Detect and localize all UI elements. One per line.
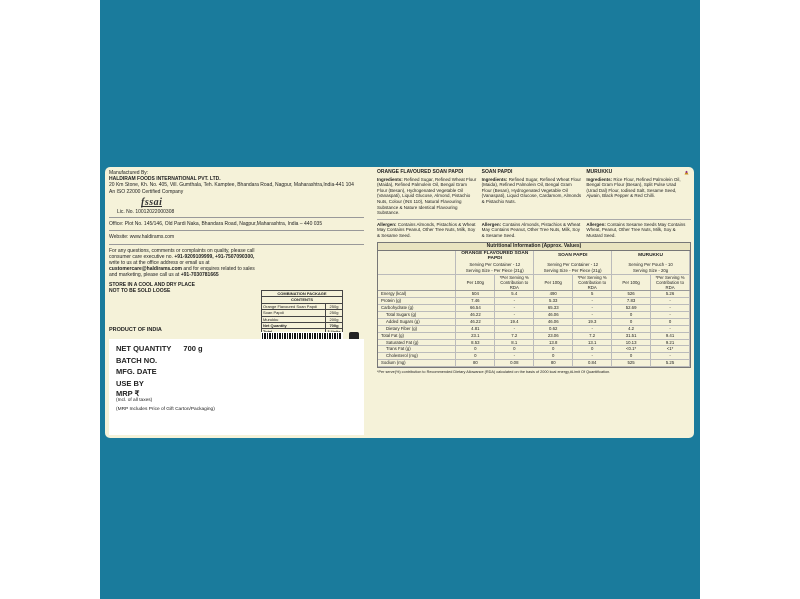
use-by: USE BY [116, 378, 144, 388]
product-details [377, 170, 691, 375]
nutrient-value: 5.25 [651, 360, 690, 367]
nutrient-value: 0 [651, 318, 690, 325]
allergen-orange-soan-papdi: Allergen: Contains Almonds, Pistachios & Wheat May Contains Peanut, Other Tree Nuts, Milk, Soy & Sesame Seed. [377, 221, 476, 238]
nutrient-value: 5.33 [534, 298, 573, 305]
combination-title: COMBINATION PACKAGE [277, 291, 327, 296]
ingredients-murukku: MURUKKU Ingredients: Rice Flour, Refined Palmolein Oil, Bengal Gram Flour (Besan), Split Pulse Urad (Urad Dal) Flour, Iodised Salt, Sesame Seed, Ajwain, Black Pepper & Red Chilli. [586, 169, 681, 199]
nutrient-name: Saturated Fat (g) [378, 339, 456, 346]
nutrient-value: - [651, 325, 690, 332]
fssai-logo: fssai [141, 196, 163, 208]
table-row: Orange Flavoured Soan Papdi 250g [262, 303, 342, 309]
nutrient-name: Total Fat (g) [378, 332, 456, 339]
nutrient-value: 0 [612, 311, 651, 318]
nutrient-value: 52.69 [612, 304, 651, 311]
not-loose-notice: NOT TO BE SOLD LOOSE [109, 287, 171, 294]
nutrient-value: 13.1 [573, 339, 612, 346]
table-row: Net Quantity 700g [262, 322, 342, 328]
storage-instruction: STORE IN A COOL AND DRY PLACE [109, 281, 195, 288]
nutrient-value: - [573, 304, 612, 311]
product-header: ORANGE FLAVOURED SOAN PAPDI [456, 251, 534, 263]
nutrient-value: 4.81 [456, 325, 495, 332]
nutrient-value: 13.8 [534, 339, 573, 346]
nutrient-value: 19.3 [573, 318, 612, 325]
nutrient-value: 31.51 [612, 332, 651, 339]
nutrient-value: 23.06 [534, 332, 573, 339]
nutrient-value: 7.2 [573, 332, 612, 339]
table-row: Murukku 200g [262, 316, 342, 322]
nutrition-footnote: *Per serve(%) contribution to Recommended Dietary Allowance (RDA) calculated on the basis of 2000 kcal energy,#Limit Of Quantification. [377, 370, 611, 375]
nutrient-value: - [573, 298, 612, 305]
nutrient-value: 46.06 [534, 318, 573, 325]
license-number: Lic. No. 10012022000308 [117, 209, 175, 216]
nutrient-value: 0 [456, 353, 495, 360]
nutrient-value: 504 [456, 291, 495, 298]
nutrient-value: - [495, 353, 534, 360]
nutrient-name: Carbohydrate (g) [378, 304, 456, 311]
nutrient-name: Sodium (mg) [378, 360, 456, 367]
nutrient-value: - [573, 325, 612, 332]
nutrient-value: 8.1 [495, 339, 534, 346]
nutrient-value: 0 [573, 346, 612, 353]
divider [109, 230, 364, 231]
nutrient-value: 0.62 [534, 325, 573, 332]
nutrient-value: 80 [534, 360, 573, 367]
product-header-row [378, 251, 690, 263]
nutrient-value: 5 [573, 291, 612, 298]
nutrient-value: 7.46 [456, 298, 495, 305]
nutrient-value: - [495, 311, 534, 318]
company-name: HALDIRAM FOODS INTERNATIONAL PVT. LTD. [109, 176, 221, 183]
nutrient-name: Added Sugars (g) [378, 318, 456, 325]
company-address: 20 Km Stone, Kh. No. 405, Vill. Gumthala, Teh. Kamptee, Bhandara Road, Nagpur, Maharashtra,India-441 104 [109, 182, 354, 189]
non-veg-symbol-icon [684, 170, 689, 175]
table-row [378, 318, 690, 325]
nutrient-value: 0 [534, 353, 573, 360]
ingredients-section [377, 170, 691, 216]
nutrient-value: - [495, 304, 534, 311]
allergen-section [377, 219, 691, 239]
nutrient-value: 9.21 [651, 339, 690, 346]
nutrition-title: Nutritional Information (Approx. Values) [378, 243, 690, 251]
table-row [378, 332, 690, 339]
nutrient-value: - [573, 353, 612, 360]
table-row [378, 298, 690, 305]
nutrient-value: 7.83 [612, 298, 651, 305]
nutrient-value: 4.2 [612, 325, 651, 332]
combination-header: CONTENTS [262, 296, 342, 302]
nutrient-name: Energy (kcal) [378, 291, 456, 298]
nutrient-value: 526 [612, 291, 651, 298]
table-row [378, 360, 690, 367]
mrp: MRP ₹ [116, 389, 140, 398]
nutrient-value: 5.4 [495, 291, 534, 298]
column-header-row: Per 100g *Per Serving % Contribution to RDA Per 100g *Per Serving % Contribution to RDA Per 100g *Per Serving % Contribution to RDA [378, 275, 690, 291]
info-panel [105, 167, 694, 438]
table-row [378, 339, 690, 346]
office-address: Office: Plot No. 145/146, Old Pardi Naka, Bhandara Road, Nagpur,Maharashtra, India – 440 035 [109, 221, 323, 228]
nutrient-value: 65.33 [534, 304, 573, 311]
mrp-note: (Incl. of all taxes) [116, 398, 153, 403]
nutrient-value: 46.22 [456, 318, 495, 325]
nutrient-value: 0 [456, 346, 495, 353]
batch-number: BATCH NO. [116, 355, 158, 365]
consumer-care-text: For any questions, comments or complaints on quality, please call consumer care executive no. +91-9209109999, +91-7507090300, write to us at the office address or email us at customercare@haldirams.com and for enquires related to sales and marketing, please call us at +91-7030781665 [109, 247, 255, 279]
ingredients-soan-papdi: SOAN PAPDI Ingredients: Refined Sugar, Refined Wheat Flour (Maida), Refined Palmolein Oil, Bengal Gram Flour (Besan), Hydrogenated Vegetable Oil (Vanaspati), Liquid Glucose, Cardamom, Almonds & Pistachio Nuts. [481, 169, 582, 204]
table-row [378, 291, 690, 298]
nutrient-value: 46.06 [534, 311, 573, 318]
pack-details-box [109, 339, 364, 435]
nutrient-value: 490 [534, 291, 573, 298]
nutrient-value: 0 [612, 318, 651, 325]
nutrient-value: 0.84 [573, 360, 612, 367]
nutrient-value: 525 [612, 360, 651, 367]
nutrient-value: - [495, 325, 534, 332]
nutrient-value: 9.41 [651, 332, 690, 339]
table-row [378, 353, 690, 360]
net-quantity: NET QUANTITY 700 g [116, 344, 203, 353]
nutrition-table [377, 242, 691, 369]
nutrient-value: 0 [612, 353, 651, 360]
combination-package-table [261, 290, 343, 336]
nutrient-name: Total Sugars (g) [378, 311, 456, 318]
mfg-date: MFG. DATE [116, 367, 157, 376]
product-header: SOAN PAPDI [534, 251, 612, 263]
table-row [378, 311, 690, 318]
nutrient-value: 0.08 [495, 360, 534, 367]
serving-row: Serving Per Container - 12 Serving Size - Per Piece (21g) Serving Per Container - 12 Serving Size - Per Piece (21g) Serving Per Pouch - 10 Serving Size - 20g [378, 262, 690, 274]
nutrient-value: 0 [495, 346, 534, 353]
product-header: MURUKKU [612, 251, 690, 263]
nutrient-name: Dietary Fiber (g) [378, 325, 456, 332]
divider [109, 217, 364, 218]
nutrient-value: 10.13 [612, 339, 651, 346]
nutrient-value: - [495, 298, 534, 305]
nutrient-value: 19.4 [495, 318, 534, 325]
table-row [378, 325, 690, 332]
table-row: Soan Papdi 250g [262, 309, 342, 315]
nutrient-value: <1* [651, 346, 690, 353]
nutrient-value: - [651, 304, 690, 311]
nutrient-value: 66.54 [456, 304, 495, 311]
nutrient-value: 80 [456, 360, 495, 367]
allergen-soan-papdi: Allergen: Contains Almonds, Pistachios & Wheat May Contains Peanut, Other Tree Nuts, Milk, Soy & Sesame Seed. [481, 221, 581, 238]
nutrient-value: 8.53 [456, 339, 495, 346]
table-row [378, 304, 690, 311]
nutrient-value: - [651, 298, 690, 305]
mrp-includes-note: (MRP Includes Price of Gift Carton/Packaging) [116, 406, 215, 412]
nutrient-value: 7.2 [495, 332, 534, 339]
nutrient-value: 5.26 [651, 291, 690, 298]
nutrient-name: Protein (g) [378, 298, 456, 305]
allergen-murukku: Allergen: Contains Sesame Seeds May Contains Wheat, Peanut, Other Tree Nuts, Milk, Soy & Mustard Seed. [586, 221, 686, 238]
nutrient-value: - [573, 311, 612, 318]
nutrient-name: Trans Fat (g) [378, 346, 456, 353]
nutrient-value: <0.1* [612, 346, 651, 353]
nutrient-value: 23.1 [456, 332, 495, 339]
table-row [378, 346, 690, 353]
nutrient-value: 0 [534, 346, 573, 353]
nutrient-value: 46.22 [456, 311, 495, 318]
nutrient-value: - [651, 311, 690, 318]
nutrient-value: - [651, 353, 690, 360]
manufactured-by-label: Manufactured By: [109, 170, 149, 176]
nutrient-name: Cholesterol (mg) [378, 353, 456, 360]
ingredients-orange-soan-papdi: ORANGE FLAVOURED SOAN PAPDI Ingredients: Refined Sugar, Refined Wheat Flour (Maida), Refined Palmolein Oil, Bengal Gram Flour (Besan), Hydrogenated Vegetable Oil (Vanaspati), Liquid Glucose, Almond, Pistachio Nuts, Colour (INS 110), Natural Flavouring Substance & Nature Identical Flavouring Substance. [377, 169, 477, 216]
website-text: Website: www.haldirams.com [109, 234, 175, 241]
product-origin: PRODUCT OF INDIA [109, 327, 162, 333]
divider [109, 244, 364, 245]
company-info [109, 170, 364, 294]
iso-certification: An ISO 22000 Certified Company [109, 188, 184, 195]
